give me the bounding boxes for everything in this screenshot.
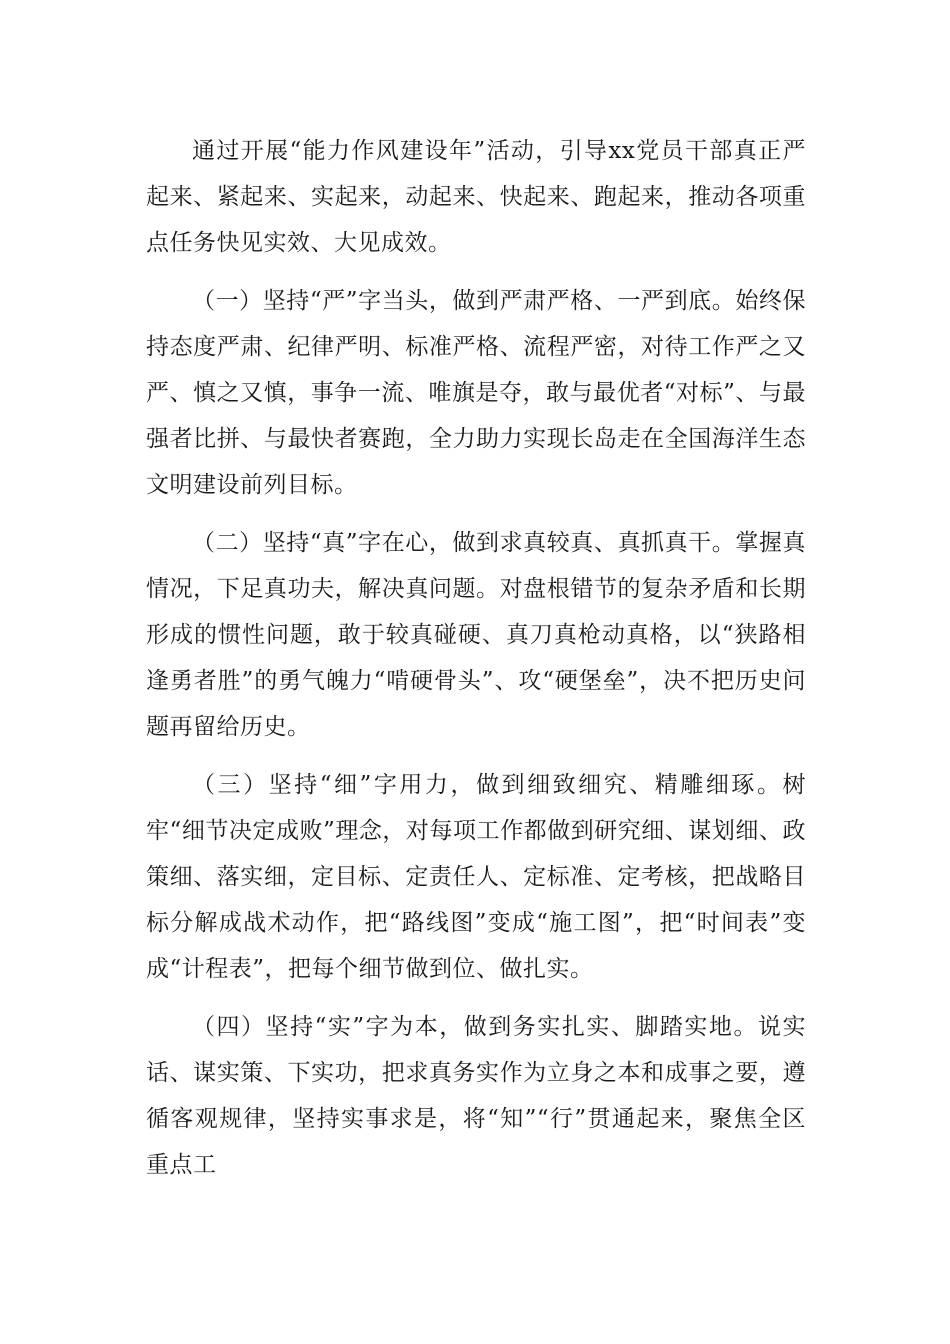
section-3-paragraph: （三）坚持“细”字用力，做到细致细究、精雕细琢。树牢“细节决定成败”理念，对每项工作都做到研究细、谋划细、政策细、落实细，定目标、定责任人、定标准、定考核，把战略目标分解成战术动作，把“路线图”变成“施工图”，把“时间表”变成“计程表”，把每个细节做到位、做扎实。: [146, 772, 806, 982]
intro-paragraph: 通过开展“能力作风建设年”活动，引导xx党员干部真正严起来、紧起来、实起来，动起来、快起来、跑起来，推动各项重点任务快见实效、大见成效。: [146, 138, 806, 256]
document-body: [146, 128, 806, 1200]
section-4-paragraph: （四）坚持“实”字为本，做到务实扎实、脚踏实地。说实话、谋实策、下实功，把求真务实作为立身之本和成事之要，遵循客观规律，坚持实事求是，将“知”“行”贯通起来，聚焦全区重点工: [146, 1014, 806, 1178]
section-1-paragraph: （一）坚持“严”字当头，做到严肃严格、一严到底。始终保持态度严肃、纪律严明、标准严格、流程严密，对待工作严之又严、慎之又慎，事争一流、唯旗是夺，敢与最优者“对标”、与最强者比拼、与最快者赛跑，全力助力实现长岛走在全国海洋生态文明建设前列目标。: [146, 288, 806, 498]
section-2-paragraph: （二）坚持“真”字在心，做到求真较真、真抓真干。掌握真情况，下足真功夫，解决真问题。对盘根错节的复杂矛盾和长期形成的惯性问题，敢于较真碰硬、真刀真枪动真格，以“狭路相逢勇者胜”的勇气魄力“啃硬骨头”、攻“硬堡垒”，决不把历史问题再留给历史。: [146, 530, 806, 740]
